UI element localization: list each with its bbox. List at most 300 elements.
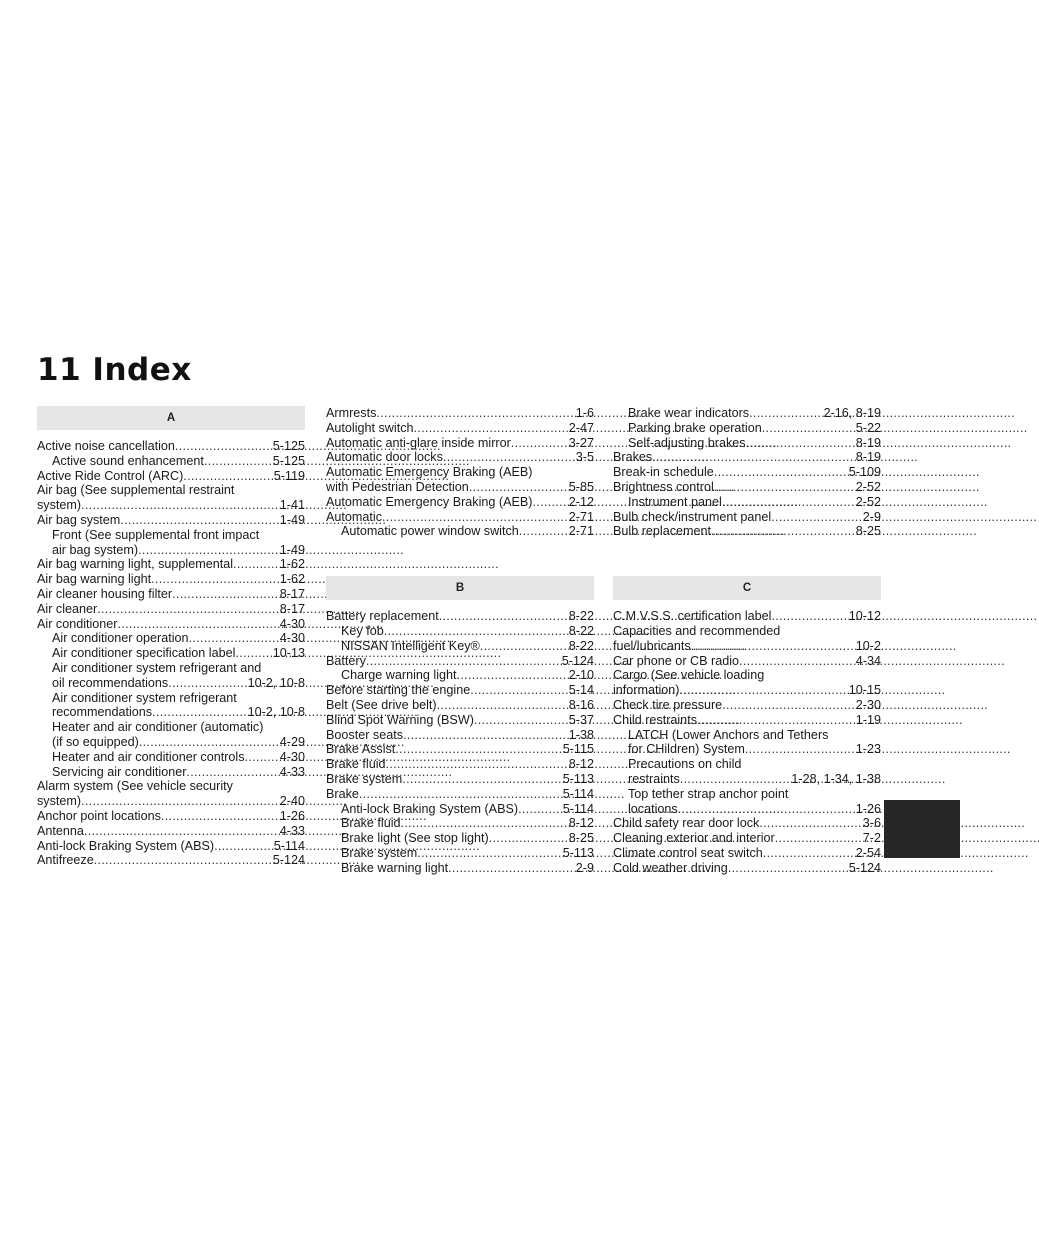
entry-row [613, 683, 881, 698]
page-reference: 1-38 [568, 727, 594, 742]
entry-term: Bulb check/instrument panel [613, 509, 772, 524]
entry-row [37, 587, 305, 602]
index-column-1 [37, 406, 305, 868]
entry-term: Armrests [326, 406, 377, 420]
entry-term: Child restraints [613, 712, 697, 727]
index-entry[interactable] [326, 450, 594, 465]
page-reference: 8-25 [568, 831, 594, 846]
page-reference: 4-30 [279, 749, 305, 764]
entry-text-line: Cargo (See vehicle loading [613, 668, 765, 683]
entry-row [341, 524, 594, 539]
dot-leader [437, 698, 567, 713]
entry-term: Brake Assist [326, 742, 396, 757]
dot-leader [402, 772, 560, 787]
section-spacer [37, 430, 305, 439]
entry-term: Automatic door locks [326, 450, 443, 465]
dot-leader [771, 609, 846, 624]
index-subentry[interactable] [613, 787, 881, 817]
index-entry[interactable] [37, 587, 305, 602]
page-reference: 5-125 [272, 439, 305, 453]
entry-row [326, 654, 594, 669]
index-subentry[interactable] [326, 802, 594, 817]
dot-leader [443, 450, 574, 465]
index-entry[interactable] [613, 831, 881, 846]
index-entry[interactable] [613, 713, 881, 728]
dot-leader [118, 617, 278, 632]
dot-leader [511, 436, 567, 451]
section-letter-header: A [37, 406, 305, 430]
page-reference: 2-12 [568, 494, 594, 509]
index-entry[interactable] [613, 816, 881, 831]
entry-row [628, 742, 881, 757]
page-reference: 8-22 [568, 623, 594, 638]
index-entry[interactable] [37, 469, 305, 484]
dot-leader [384, 624, 567, 639]
page-reference: 3-27 [568, 435, 594, 450]
page-reference: 5-22 [855, 420, 881, 435]
entry-row [326, 480, 594, 495]
entry-term: Brake warning light [341, 860, 449, 875]
index-subentry[interactable] [326, 639, 594, 654]
entry-term: air bag system) [52, 542, 139, 557]
entry-term: Check tire pressure [613, 697, 723, 712]
index-entry[interactable] [326, 787, 594, 802]
index-entry[interactable] [326, 728, 594, 743]
page-reference: 8-12 [568, 816, 594, 831]
index-entry[interactable] [326, 683, 594, 698]
entry-row [37, 572, 305, 587]
entry-term: Belt (See drive belt) [326, 697, 437, 712]
dot-leader [474, 713, 567, 728]
page-reference: 5-115 [562, 742, 594, 757]
index-subentry[interactable] [37, 528, 305, 558]
index-entry[interactable] [613, 654, 881, 669]
index-section [326, 406, 594, 539]
dot-leader [417, 846, 560, 861]
dot-leader [722, 495, 854, 510]
page-reference: 8-12 [568, 757, 594, 772]
entry-term: Automatic Emergency Braking (AEB) [326, 494, 533, 509]
index-subentry[interactable] [37, 691, 305, 721]
index-subentry[interactable] [37, 720, 305, 750]
entry-row [326, 421, 594, 436]
index-subentry[interactable] [37, 750, 305, 765]
entry-term: Key fob [341, 623, 384, 638]
dot-leader [168, 676, 245, 691]
page-reference: 2-71 [568, 524, 594, 539]
index-entry[interactable] [326, 742, 594, 757]
index-subentry[interactable] [613, 436, 881, 451]
index-subentry[interactable] [37, 454, 305, 469]
dot-leader [762, 421, 854, 436]
index-entry[interactable] [37, 617, 305, 632]
index-entry[interactable] [326, 421, 594, 436]
index-entry[interactable] [326, 772, 594, 787]
entry-term: Charge warning light [341, 668, 457, 683]
page-reference: 2-16, 8-19 [823, 406, 881, 420]
entry-row [52, 454, 305, 469]
page-reference: 5-85 [568, 479, 594, 494]
index-entry[interactable] [37, 839, 305, 854]
entry-row [326, 609, 594, 624]
dot-leader [376, 406, 573, 421]
page-reference: 1-49 [279, 542, 305, 557]
index-entry[interactable] [613, 668, 881, 698]
entry-term: Cleaning exterior and interior [613, 831, 775, 846]
index-entry[interactable] [37, 602, 305, 617]
index-entry[interactable] [326, 713, 594, 728]
index-subentry[interactable] [326, 668, 594, 683]
page-reference: 2-30 [855, 697, 881, 712]
entry-row [628, 436, 881, 451]
dot-leader [81, 794, 278, 809]
dot-leader [139, 735, 278, 750]
index-subentry[interactable] [37, 765, 305, 780]
index-entry[interactable] [37, 557, 305, 572]
entry-term: information) [613, 683, 680, 698]
page-reference: 1-26 [279, 808, 305, 823]
entry-row [52, 646, 305, 661]
page-reference: 5-113 [562, 771, 594, 786]
index-entry[interactable] [37, 779, 305, 809]
entry-term: Active Ride Control (ARC) [37, 468, 184, 483]
entry-term: Brake [326, 786, 359, 801]
index-subentry[interactable] [613, 757, 881, 787]
page-reference: 8-22 [568, 638, 594, 653]
dot-leader [403, 728, 567, 743]
entry-term: Autolight switch [326, 420, 414, 435]
entry-row [326, 698, 594, 713]
dot-leader [152, 705, 245, 720]
index-subentry[interactable] [326, 861, 594, 876]
entry-term: Antifreeze [37, 853, 94, 868]
entry-row [613, 524, 881, 539]
page-reference: 10-2, 10-8 [247, 705, 305, 720]
entry-term: Battery replacement [326, 609, 439, 624]
dot-leader [183, 469, 271, 484]
entry-row [613, 510, 881, 525]
entry-row [37, 809, 305, 824]
page-reference: 4-29 [279, 734, 305, 749]
index-column-2 [326, 406, 594, 876]
dot-leader [745, 742, 854, 757]
page-reference: 2-10 [568, 668, 594, 683]
page-reference: 2-40 [279, 794, 305, 809]
dot-leader [366, 654, 560, 669]
index-entry[interactable] [613, 450, 881, 465]
dot-leader [469, 480, 567, 495]
dot-leader [233, 557, 278, 572]
dot-leader [489, 831, 567, 846]
dot-leader [204, 454, 271, 469]
index-subentry[interactable] [326, 624, 594, 639]
entry-row [613, 861, 881, 876]
page-reference: 1-26 [855, 801, 881, 816]
entry-row [37, 439, 305, 454]
page-reference: 5-109 [848, 465, 881, 480]
page-reference: 2-54 [855, 845, 881, 860]
dot-leader [711, 524, 854, 539]
index-entry[interactable] [326, 436, 594, 451]
entry-term: Antenna [37, 823, 84, 838]
entry-term: Air bag system [37, 512, 121, 527]
page-reference: 5-113 [562, 845, 594, 860]
page-reference: 8-16 [568, 697, 594, 712]
index-subentry[interactable] [37, 631, 305, 646]
entry-term: Air cleaner housing filter [37, 586, 173, 601]
entry-term: Self-adjusting brakes [628, 435, 746, 450]
entry-term: Brake fluid [341, 816, 401, 831]
page-reference: 5-119 [273, 468, 305, 483]
entry-term: Brakes [613, 450, 653, 465]
entry-row [37, 853, 305, 868]
entry-row [326, 406, 594, 421]
entry-term: Blind Spot Warning (BSW) [326, 712, 474, 727]
dot-leader [84, 824, 278, 839]
entry-term: Booster seats [326, 727, 404, 742]
entry-row [613, 713, 881, 728]
index-subentry[interactable] [37, 661, 305, 691]
entry-row [613, 639, 881, 654]
page-reference: 1-19 [855, 712, 881, 727]
index-entry[interactable] [326, 465, 594, 495]
entry-term: Bulb replacement [613, 524, 712, 539]
entry-row [613, 831, 881, 846]
dot-leader [728, 861, 847, 876]
index-entry[interactable] [37, 809, 305, 824]
entry-term: with Pedestrian Detection [326, 479, 469, 494]
page-reference: 2-47 [568, 420, 594, 435]
dot-leader [771, 510, 861, 525]
entry-term: restraints [628, 771, 680, 786]
dot-leader [245, 750, 278, 765]
chapter-thumb-tab [884, 800, 960, 858]
entry-term: system) [37, 498, 82, 513]
entry-row [341, 668, 594, 683]
entry-row [628, 406, 881, 421]
entry-row [52, 676, 305, 691]
entry-term: Brake light (See stop light) [341, 831, 489, 846]
index-entry[interactable] [613, 861, 881, 876]
dot-leader [186, 765, 277, 780]
page-reference: 4-30 [279, 616, 305, 631]
page-reference: 7-2 [862, 831, 881, 846]
page-reference: 5-124 [272, 853, 305, 868]
index-subentry[interactable] [613, 421, 881, 436]
dot-leader [457, 668, 567, 683]
index-entry[interactable] [326, 510, 594, 525]
entry-text-line: Precautions on child [628, 757, 742, 772]
page-reference: 4-34 [855, 653, 881, 668]
entry-row [326, 787, 594, 802]
index-section [613, 406, 881, 539]
page-reference: 3-5 [575, 450, 594, 465]
dot-leader [746, 436, 854, 451]
entry-text-line: Air conditioner system refrigerant and [52, 660, 262, 675]
index-entry[interactable] [613, 465, 881, 480]
index-entry[interactable] [326, 654, 594, 669]
index-entry[interactable] [37, 513, 305, 528]
entry-term: Automatic anti-glare inside mirror [326, 435, 511, 450]
dot-leader [401, 816, 567, 831]
index-entry[interactable] [37, 483, 305, 513]
entry-term: (if so equipped) [52, 734, 139, 749]
index-subentry[interactable] [613, 406, 881, 421]
dot-leader [532, 495, 566, 510]
entry-term: Servicing air conditioner [52, 764, 187, 779]
entry-row [341, 846, 594, 861]
dot-leader [414, 421, 567, 436]
index-entry[interactable] [613, 609, 881, 624]
entry-row [37, 513, 305, 528]
dot-leader [519, 524, 567, 539]
index-entry[interactable] [613, 510, 881, 525]
page-reference: 10-2 [855, 638, 881, 653]
page-reference: 1-6 [575, 406, 594, 420]
index-subentry[interactable] [326, 524, 594, 539]
entry-row [52, 765, 305, 780]
index-entry[interactable] [613, 698, 881, 713]
entry-term: Brake fluid [326, 757, 386, 772]
entry-row [341, 861, 594, 876]
entry-term: Child safety rear door lock [613, 816, 760, 831]
section-spacer [613, 600, 881, 609]
index-entry[interactable] [326, 406, 594, 421]
entry-row [326, 495, 594, 510]
entry-row [341, 639, 594, 654]
entry-row [613, 846, 881, 861]
page-reference: 10-15 [848, 683, 881, 698]
page-reference: 1-41 [279, 498, 305, 513]
dot-leader [138, 543, 278, 558]
dot-leader [714, 465, 847, 480]
entry-text-line: Front (See supplemental front impact [52, 527, 260, 542]
page-reference: 4-33 [279, 823, 305, 838]
entry-row [37, 469, 305, 484]
index-entry[interactable] [326, 609, 594, 624]
dot-leader [739, 654, 854, 669]
entry-text-line: Capacities and recommended [613, 623, 781, 638]
page-reference: 5-124 [848, 860, 881, 875]
page-reference: 8-17 [279, 601, 305, 616]
entry-row [326, 728, 594, 743]
index-entry[interactable] [326, 698, 594, 713]
page-reference: 8-19 [855, 450, 881, 465]
entry-row [52, 735, 305, 750]
entry-text-line: Air conditioner system refrigerant [52, 690, 237, 705]
entry-term: Air conditioner specification label [52, 646, 236, 661]
entry-row [37, 602, 305, 617]
index-entry[interactable] [37, 572, 305, 587]
section-letter-header: C [613, 576, 881, 600]
index-entry[interactable] [326, 495, 594, 510]
page-reference: 1-62 [279, 572, 305, 587]
dot-leader [151, 572, 278, 587]
entry-term: Brake wear indicators [628, 406, 750, 420]
entry-text-line: LATCH (Lower Anchors and Tethers [628, 727, 829, 742]
entry-row [37, 498, 305, 513]
page-reference: 10-2, 10-8 [247, 675, 305, 690]
dot-leader [359, 787, 561, 802]
dot-leader [749, 406, 821, 421]
dot-leader [759, 816, 861, 831]
entry-term: Active noise cancellation [37, 439, 175, 453]
entry-term: Cold weather driving [613, 860, 728, 875]
entry-row [628, 421, 881, 436]
entry-row [613, 654, 881, 669]
index-subentry[interactable] [613, 495, 881, 510]
index-subentry[interactable] [37, 646, 305, 661]
entry-term: Before starting the engine [326, 683, 471, 698]
entry-text-line: Top tether strap anchor point [628, 786, 789, 801]
page-reference: 4-30 [279, 631, 305, 646]
index-section [613, 576, 881, 875]
entry-term: C.M.V.S.S. certification label [613, 609, 772, 624]
entry-term: recommendations [52, 705, 153, 720]
index-subentry[interactable] [326, 831, 594, 846]
entry-term: Air conditioner [37, 616, 118, 631]
index-subentry[interactable] [326, 846, 594, 861]
dot-leader [652, 450, 854, 465]
entry-term: Air cleaner [37, 601, 98, 616]
page-reference: 10-12 [848, 609, 881, 624]
dot-leader [386, 757, 567, 772]
entry-row [326, 772, 594, 787]
entry-row [613, 698, 881, 713]
index-entry[interactable] [613, 624, 881, 654]
page-reference: 2-52 [855, 494, 881, 509]
page-reference: 8-17 [279, 586, 305, 601]
entry-term: oil recommendations [52, 675, 169, 690]
index-entry[interactable] [613, 524, 881, 539]
index-entry[interactable] [37, 439, 305, 454]
entry-row [326, 510, 594, 525]
entry-row [613, 465, 881, 480]
entry-term: Heater and air conditioner controls [52, 749, 245, 764]
entry-row [326, 757, 594, 772]
dot-leader [175, 439, 271, 454]
dot-leader [94, 853, 271, 868]
entry-term: Air bag warning light [37, 572, 152, 587]
entry-row [52, 705, 305, 720]
index-subentry[interactable] [613, 728, 881, 758]
index-entry[interactable] [37, 824, 305, 839]
dot-leader [763, 846, 854, 861]
dot-leader [680, 683, 847, 698]
entry-row [341, 802, 594, 817]
page-reference: 5-124 [561, 653, 594, 668]
dot-leader [395, 742, 560, 757]
index-entry[interactable] [326, 757, 594, 772]
dot-leader [214, 839, 272, 854]
page-reference: 8-25 [855, 524, 881, 539]
page-reference: 1-28, 1-34, 1-38 [791, 771, 881, 786]
entry-row [613, 480, 881, 495]
entry-term: Automatic [326, 509, 382, 524]
index-entry[interactable] [37, 853, 305, 868]
index-entry[interactable] [613, 480, 881, 495]
entry-term: Parking brake operation [628, 420, 762, 435]
index-entry[interactable] [613, 846, 881, 861]
entry-row [37, 794, 305, 809]
index-subentry[interactable] [326, 816, 594, 831]
entry-text-line: Automatic Emergency Braking (AEB) [326, 465, 533, 480]
entry-row [341, 831, 594, 846]
dot-leader [120, 513, 277, 528]
entry-term: locations [628, 801, 678, 816]
dot-leader [172, 587, 278, 602]
entry-term: Anchor point locations [37, 808, 161, 823]
